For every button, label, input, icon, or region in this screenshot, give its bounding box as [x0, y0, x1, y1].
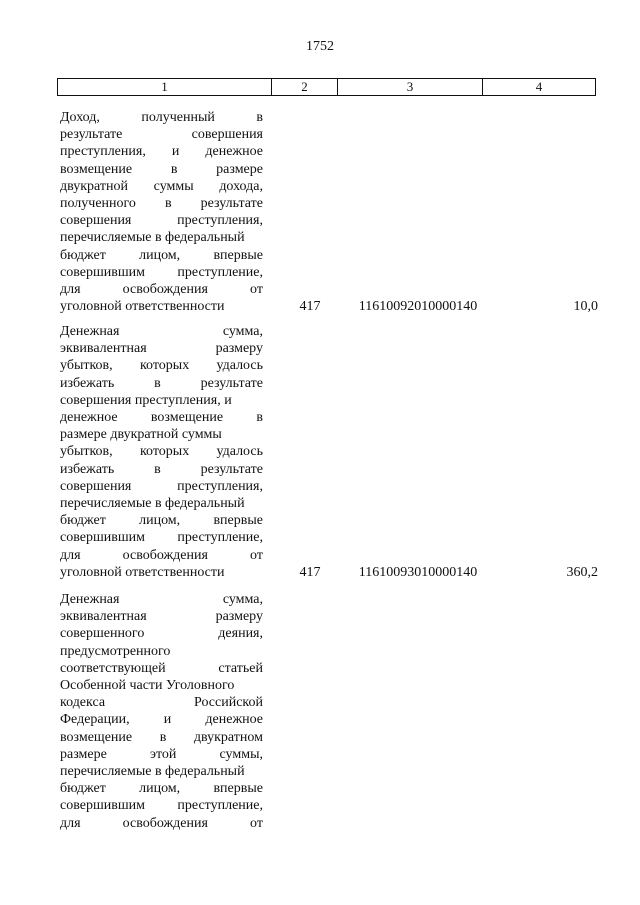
description-word: эквивалентная: [60, 609, 147, 625]
description-word: двукратном: [193, 729, 263, 745]
description-word: для: [60, 815, 81, 831]
description-word: совершения: [191, 127, 263, 143]
description-line: [60, 375, 263, 392]
description-word: впервые: [213, 513, 263, 529]
description-line: [60, 797, 263, 814]
description-word: которых: [139, 444, 190, 460]
table-row: [60, 109, 598, 315]
description-word: впервые: [213, 781, 263, 797]
description-word: бюджет: [60, 781, 106, 797]
description-word: для: [60, 282, 81, 298]
description-word: двукратной: [60, 178, 129, 194]
description-word: уголовной ответственности: [60, 299, 225, 315]
description-word: освобождения: [122, 815, 208, 831]
description-word: предусмотренного: [60, 643, 171, 659]
description-line: [60, 298, 263, 315]
description-word: возмещение: [150, 410, 224, 426]
description-line: [60, 161, 263, 178]
description-word: освобождения: [122, 282, 208, 298]
description-line: [60, 178, 263, 195]
description-line: [60, 591, 263, 608]
description-line: [60, 126, 263, 143]
description-word: статьей: [218, 660, 263, 676]
description-line: [60, 143, 263, 160]
description-word: преступления,: [177, 478, 263, 494]
description-word: и: [171, 144, 180, 160]
description-line: [60, 729, 263, 746]
description-line: [60, 443, 263, 460]
description-word: для: [60, 547, 81, 563]
description-line: [60, 323, 263, 340]
description-line: [60, 340, 263, 357]
description-line: [60, 195, 263, 212]
description-word: соответствующей: [60, 660, 166, 676]
description-line: [60, 780, 263, 797]
description-word: суммы,: [219, 746, 263, 762]
description-word: убытков,: [60, 444, 113, 460]
description-word: Федерации,: [60, 712, 130, 728]
description-word: денежное: [205, 712, 263, 728]
description-word: впервые: [213, 247, 263, 263]
table-header: [57, 78, 596, 96]
description-line: [60, 409, 263, 426]
description-word: от: [250, 815, 263, 831]
description-line: [60, 281, 263, 298]
budget-classification-code: 11610092010000140: [358, 299, 478, 315]
description-line: [60, 461, 263, 478]
description-word: суммы: [153, 178, 194, 194]
description-word: преступление,: [177, 530, 263, 546]
description-line: [60, 109, 263, 126]
description-word: избежать: [60, 461, 115, 477]
description-word: размере: [216, 161, 263, 177]
description-word: лицом,: [139, 247, 181, 263]
description-word: результате: [200, 196, 263, 212]
description-word: Денежная: [60, 592, 120, 607]
description-word: возмещение: [60, 729, 133, 745]
description-word: Денежная: [60, 324, 120, 339]
description-word: преступление,: [177, 798, 263, 814]
description-word: убытков,: [60, 358, 113, 374]
description-word: размере двукратной суммы: [60, 427, 222, 443]
description-word: в: [170, 161, 178, 177]
description-line: [60, 495, 263, 512]
description-word: возмещение: [60, 161, 133, 177]
description-word: Особенной части Уголовного: [60, 678, 235, 694]
description-word: размеру: [215, 341, 263, 357]
description-line: [60, 229, 263, 246]
description-word: результате: [200, 461, 263, 477]
description-word: совершения: [60, 213, 132, 229]
description-word: в: [256, 110, 263, 125]
description-line: [60, 746, 263, 763]
row-description: [60, 109, 263, 315]
description-word: лицом,: [139, 513, 181, 529]
description-line: [60, 512, 263, 529]
description-word: в: [159, 729, 167, 745]
description-word: размере: [60, 746, 107, 762]
description-word: размеру: [215, 609, 263, 625]
description-line: [60, 247, 263, 264]
description-word: удалось: [216, 358, 263, 374]
description-line: [60, 815, 263, 832]
description-word: результате: [60, 127, 123, 143]
description-word: сумма,: [222, 324, 263, 339]
description-word: совершившим: [60, 530, 145, 546]
description-line: [60, 264, 263, 281]
description-word: этой: [149, 746, 177, 762]
description-word: преступления,: [177, 213, 263, 229]
description-word: совершенного: [60, 626, 145, 642]
description-word: в: [256, 410, 263, 426]
description-line: [60, 547, 263, 564]
description-word: которых: [139, 358, 190, 374]
description-word: полученного: [60, 196, 136, 212]
budget-classification-code: 11610093010000140: [358, 564, 478, 580]
description-word: бюджет: [60, 513, 106, 529]
description-line: [60, 625, 263, 642]
description-word: полученный: [141, 110, 215, 125]
description-word: деяния,: [218, 626, 263, 642]
description-word: денежное: [205, 144, 263, 160]
description-word: Доход,: [60, 110, 100, 125]
description-line: [60, 392, 263, 409]
description-line: [60, 529, 263, 546]
description-line: [60, 694, 263, 711]
amount: 360,2: [566, 564, 598, 580]
admin-code: 417: [299, 564, 321, 580]
description-word: перечисляемые в федеральный: [60, 230, 245, 246]
description-line: [60, 357, 263, 374]
description-word: преступления,: [60, 144, 146, 160]
row-description: [60, 323, 263, 581]
description-word: дохода,: [219, 178, 263, 194]
column-header-1: 1: [58, 79, 272, 95]
description-word: перечисляемые в федеральный: [60, 496, 245, 512]
description-word: совершения преступления, и: [60, 392, 232, 408]
description-word: эквивалентная: [60, 341, 147, 357]
description-word: совершившим: [60, 264, 145, 280]
description-word: удалось: [216, 444, 263, 460]
table-row: [60, 591, 598, 832]
description-line: [60, 643, 263, 660]
description-line: [60, 608, 263, 625]
admin-code: 417: [299, 299, 321, 315]
description-word: в: [154, 375, 161, 391]
description-line: [60, 677, 263, 694]
description-word: совершения: [60, 478, 132, 494]
description-word: в: [154, 461, 161, 477]
description-line: [60, 426, 263, 443]
description-word: денежное: [60, 410, 118, 426]
description-line: [60, 711, 263, 728]
description-line: [60, 212, 263, 229]
description-word: от: [250, 547, 263, 563]
description-word: сумма,: [222, 592, 263, 607]
description-word: уголовной ответственности: [60, 564, 225, 580]
column-header-2: 2: [272, 79, 338, 95]
description-word: бюджет: [60, 247, 106, 263]
description-line: [60, 660, 263, 677]
description-line: [60, 763, 263, 780]
row-description: [60, 591, 263, 832]
column-header-4: 4: [535, 79, 543, 94]
description-word: результате: [200, 375, 263, 391]
description-word: в: [164, 196, 172, 212]
description-word: и: [163, 712, 172, 728]
description-word: кодекса: [60, 695, 106, 711]
description-word: от: [250, 282, 263, 298]
page-number: 1752: [306, 39, 334, 54]
description-word: освобождения: [122, 547, 208, 563]
description-word: перечисляемые в федеральный: [60, 764, 245, 780]
amount: 10,0: [573, 299, 598, 315]
description-word: избежать: [60, 375, 115, 391]
description-line: [60, 478, 263, 495]
description-word: преступление,: [177, 264, 263, 280]
description-line: [60, 564, 263, 581]
description-word: совершившим: [60, 798, 145, 814]
description-word: Российской: [194, 695, 263, 711]
table-row: [60, 323, 598, 581]
column-header-3: 3: [338, 79, 483, 95]
description-word: лицом,: [139, 781, 181, 797]
